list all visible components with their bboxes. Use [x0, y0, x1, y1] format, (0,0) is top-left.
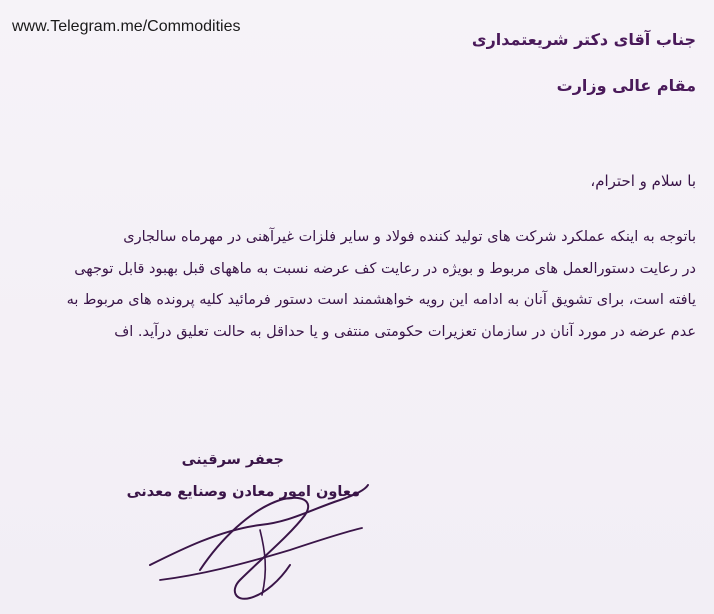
- handwritten-signature: [140, 470, 370, 610]
- addressee-line-2: مقام عالی وزارت: [556, 76, 696, 95]
- addressee-line-1: جناب آقای دکتر شریعتمداری: [471, 30, 696, 49]
- signer-name: جعفر سرقینی: [181, 452, 284, 468]
- greeting: با سلام و احترام،: [590, 172, 696, 190]
- signer-title: معاون امور معادن وصنایع معدنی: [126, 484, 360, 500]
- body-line-2: در رعایت دستورالعمل های مربوط و بویژه در رعایت کف عرضه نسبت به ماههای قبل بهبود قابل توجهی: [74, 260, 696, 277]
- letter-body: [16, 222, 696, 348]
- body-line-1: باتوجه به اینکه عملکرد شرکت های تولید کننده فولاد و سایر فلزات غیرآهنی در مهرماه سالجاری: [123, 229, 696, 245]
- body-line-3: یافته است، برای تشویق آنان به ادامه این رویه خواهشمند است دستور فرمائید کلیه پرونده های مربوط به: [66, 292, 696, 308]
- body-line-4: عدم عرضه در مورد آنان در سازمان تعزیرات حکومتی منتفی و یا حداقل به حالت تعلیق درآید. اف: [114, 323, 696, 340]
- telegram-watermark: www.Telegram.me/Commodities: [12, 18, 241, 35]
